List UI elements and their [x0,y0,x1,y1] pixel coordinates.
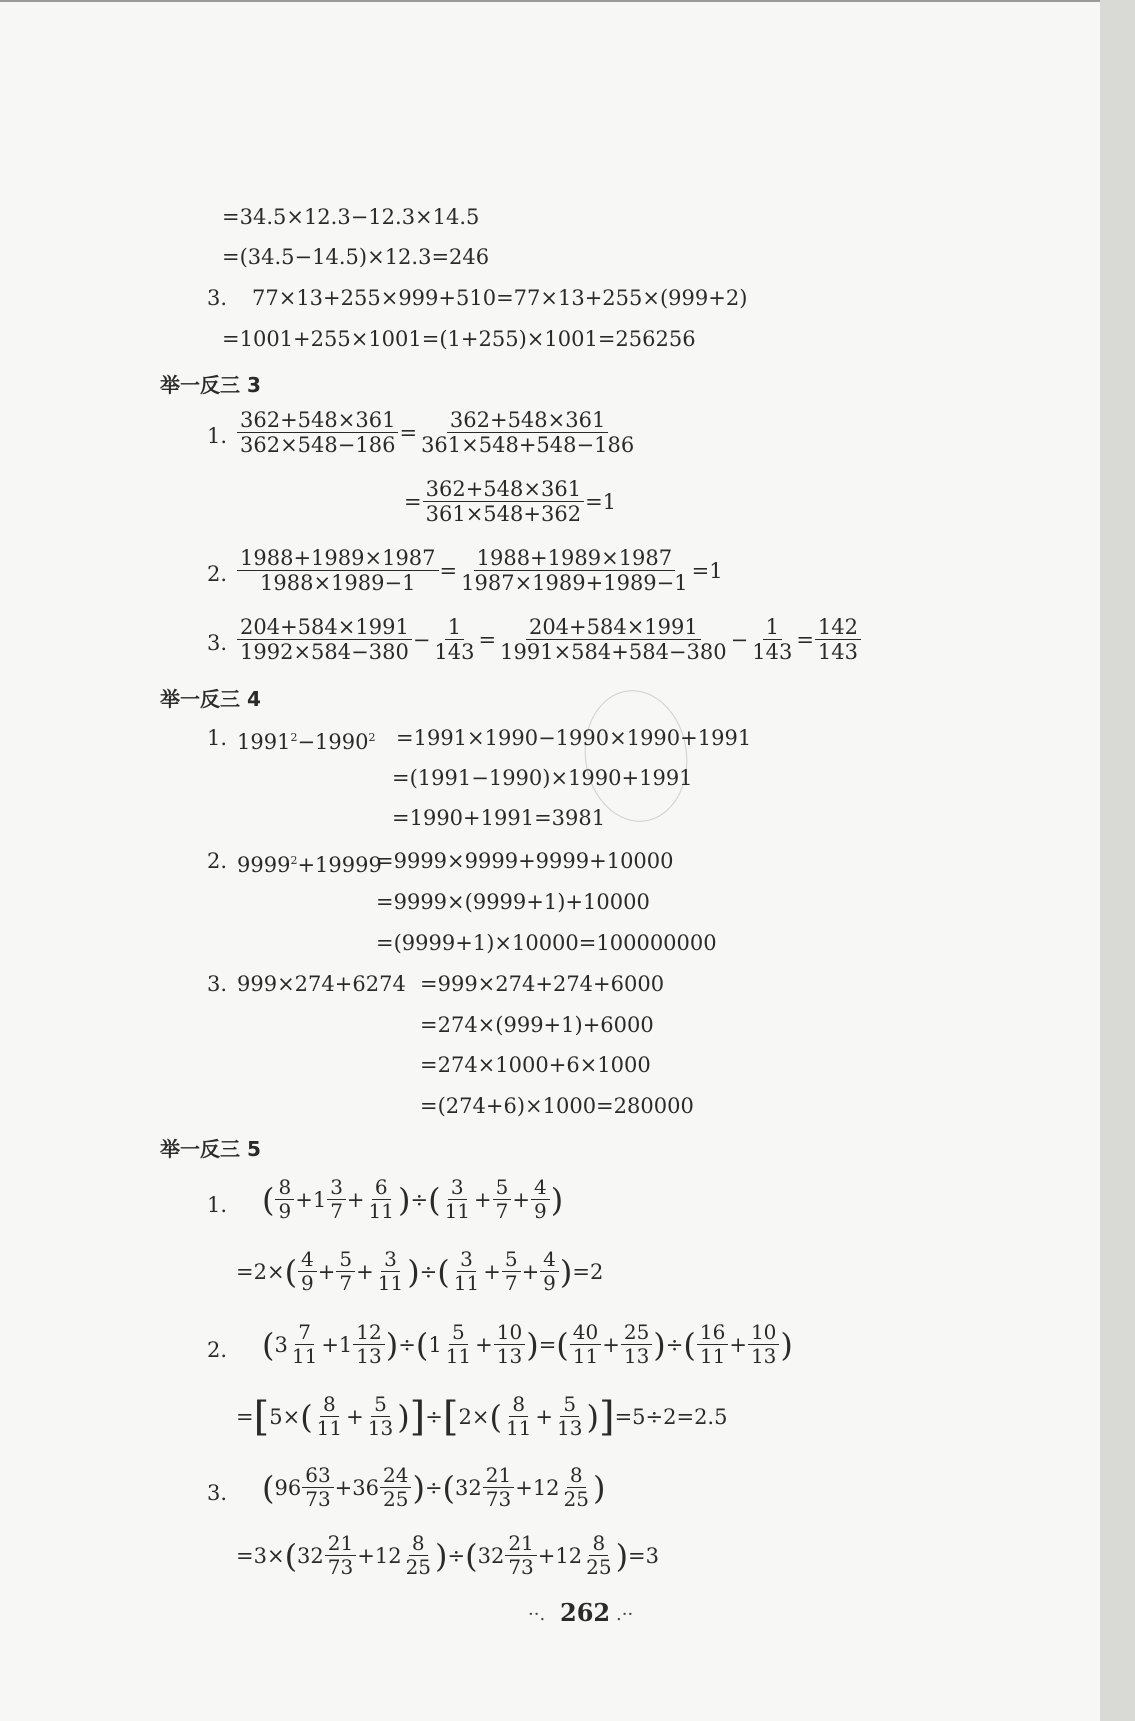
section-4-title: 举一反三 4 [160,687,261,711]
s4-item3-step-4: =(274+6)×1000=280000 [420,1094,694,1118]
intro-item3-number: 3. [207,286,228,310]
fraction: $\frac{7}{11}$ [291,1320,318,1368]
fraction: $\frac{8}{25}$ [563,1463,589,1511]
s4-item1-step-3: =1990+1991=3981 [392,806,606,830]
intro-line-1: =34.5×12.3−12.3×14.5 [222,205,480,229]
fraction: $\frac{1}{143}$ [752,615,793,664]
fraction: $\frac{10}{13}$ [748,1321,779,1368]
fraction: $\frac{8}{25}$ [405,1531,432,1579]
fraction: $\frac{21}{73}$ [325,1532,356,1579]
fraction: $\frac{4}{9}$ [540,1248,559,1295]
fraction: $\frac{204+584\times 1991}{1992\times 584-380}$ [237,615,412,664]
s5-item2-number: 2. [207,1338,228,1362]
fraction: $\frac{4}{9}$ [298,1248,317,1295]
s4-item2-number: 2. [207,849,228,873]
fraction: $\frac{4}{9}$ [531,1176,550,1223]
s4-item3-step-1: =999×274+274+6000 [420,972,665,996]
fraction: $\frac{362+548\times 361}{361\times 548+362}$ [423,477,584,526]
s4-item2-step-2: =9999×(9999+1)+10000 [376,890,650,914]
fraction: $\frac{362+548\times 361}{361\times 548+548-186}$ [421,408,635,457]
fraction: $\frac{3}{11}$ [444,1175,471,1223]
top-border [0,0,1135,2]
fraction: $\frac{5}{13}$ [557,1392,583,1440]
s3-item3-number: 3. [207,631,228,655]
fraction: $\frac{8}{11}$ [316,1392,343,1440]
intro-item3-line-1: 77×13+255×999+510=77×13+255×(999+2) [252,286,748,310]
s5-item1-line-2: =2× ( $\frac{4}{9}$ + $\frac{5}{7}$ + $\frac{3}{11}$ ) ÷ ( $\frac{3}{11}$ + $\frac{5}{7}$ + $\frac{4}{9}$ ) =2 [236,1247,604,1295]
s5-item2-line-2: = [ 5× ( $\frac{8}{11}$ + $\frac{5}{13}$ ) ] ÷ [ 2× ( $\frac{8}{11}$ + $\frac{5}{13}$ ) ] =5÷2=2.5 [236,1392,728,1440]
fraction: $\frac{8}{11}$ [505,1392,532,1440]
s4-item1-step-2: =(1991−1990)×1990+1991 [392,766,693,790]
fraction: $\frac{25}{13}$ [621,1321,652,1368]
fraction: $\frac{1988+1989\times 1987}{1987\times 1989+1989-1}$ [461,546,688,595]
s5-item1-line-1: ( $\frac{8}{9}$ +1 $\frac{3}{7}$ + $\frac{6}{11}$ ) ÷ ( $\frac{3}{11}$ + $\frac{5}{7}$ + $\frac{4}{9}$ ) [262,1175,564,1223]
fraction: $\frac{1988+1989\times 1987}{1988\times 1989-1}$ [237,546,439,595]
s4-item1-lhs: $1991^2-1990^2$ [237,730,376,754]
s5-item3-line-2: =3× ( 32 $\frac{21}{73}$ +12 $\frac{8}{25}$ ) ÷ ( 32 $\frac{21}{73}$ +12 $\frac{8}{25}$ ) =3 [236,1531,660,1579]
fraction: $\frac{24}{25}$ [380,1464,411,1511]
fraction: $\frac{5}{11}$ [445,1320,472,1368]
s3-item3-line: $\frac{204+584\times 1991}{1992\times 584-380}$ − $\frac{1}{143}$ = $\frac{204+584\times 1991}{1991\times 584+584-380}$ − $\frac{1}{143}$ = $\frac{142}{143}$ [236,615,862,664]
s3-item1-line-1: $\frac{362+548\times 361}{362\times 548-186}$ = $\frac{362+548\times 361}{361\times 548+548-186}$ [236,408,638,457]
section-3-title: 举一反三 3 [160,373,261,397]
page-number-dots-left: ··. [528,1604,546,1625]
fraction: $\frac{40}{11}$ [570,1321,601,1368]
s4-item3-step-2: =274×(999+1)+6000 [420,1013,654,1037]
fraction: $\frac{142}{143}$ [815,615,861,664]
page-number: 262 [560,1598,611,1627]
s5-item3-number: 3. [207,1481,228,1505]
s3-item2-line: $\frac{1988+1989\times 1987}{1988\times 1989-1}$ = $\frac{1988+1989\times 1987}{1987\times 1989+1989-1}$ =1 [236,546,723,595]
intro-line-2: =(34.5−14.5)×12.3=246 [222,245,490,269]
fraction: $\frac{16}{11}$ [697,1321,728,1368]
s4-item2-step-1: =9999×9999+9999+10000 [376,849,674,873]
fraction: $\frac{63}{73}$ [302,1464,333,1511]
fraction: $\frac{5}{7}$ [336,1248,355,1295]
s4-item3-number: 3. [207,972,228,996]
fraction: $\frac{5}{13}$ [367,1392,394,1440]
fraction: $\frac{21}{73}$ [505,1532,536,1579]
s4-item1-step-1: =1991×1990−1990×1990+1991 [396,726,752,750]
s4-item3-step-3: =274×1000+6×1000 [420,1053,651,1077]
fraction: $\frac{6}{11}$ [368,1175,394,1223]
s3-item1-line-2: = $\frac{362+548\times 361}{361\times 548+362}$ =1 [404,477,617,526]
s3-item1-number: 1. [207,424,228,448]
fraction: $\frac{362+548\times 361}{362\times 548-186}$ [237,408,398,457]
fraction: $\frac{8}{25}$ [586,1531,612,1579]
fraction: $\frac{3}{7}$ [327,1176,346,1223]
fraction: $\frac{204+584\times 1991}{1991\times 584+584-380}$ [500,615,727,664]
s4-item1-number: 1. [207,726,228,750]
fraction: $\frac{1}{143}$ [434,615,475,664]
fraction: $\frac{5}{7}$ [502,1248,521,1295]
fraction: $\frac{3}{11}$ [453,1247,480,1295]
fraction: $\frac{10}{13}$ [494,1321,525,1368]
fraction: $\frac{12}{13}$ [353,1321,384,1368]
page-number-dots-right: .·· [616,1604,634,1625]
s4-item2-step-3: =(9999+1)×10000=100000000 [376,931,717,955]
s5-item2-line-1: ( 3 $\frac{7}{11}$ +1 $\frac{12}{13}$ ) ÷ ( 1 $\frac{5}{11}$ + $\frac{10}{13}$ ) = ( $\frac{40}{11}$ + $\frac{25}{13}$ ) ÷ ( $\frac{16}{11}$ + $\frac{10}{13}$ ) [262,1320,793,1368]
s3-item2-number: 2. [207,562,228,586]
s5-item1-number: 1. [207,1193,228,1217]
fraction: $\frac{8}{9}$ [275,1176,294,1223]
fraction: $\frac{5}{7}$ [493,1176,512,1223]
s4-item2-lhs: $9999^2+19999$ [237,853,382,877]
fraction: $\frac{21}{73}$ [483,1464,514,1511]
fraction: $\frac{3}{11}$ [377,1247,404,1295]
section-5-title: 举一反三 5 [160,1137,261,1161]
s5-item3-line-1: ( 96 $\frac{63}{73}$ +36 $\frac{24}{25}$ ) ÷ ( 32 $\frac{21}{73}$ +12 $\frac{8}{25}$ ) [262,1463,606,1511]
torn-page-edge [1100,0,1135,1721]
s4-item3-lhs: 999×274+6274 [237,972,406,996]
intro-item3-line-2: =1001+255×1001=(1+255)×1001=256256 [222,327,696,351]
